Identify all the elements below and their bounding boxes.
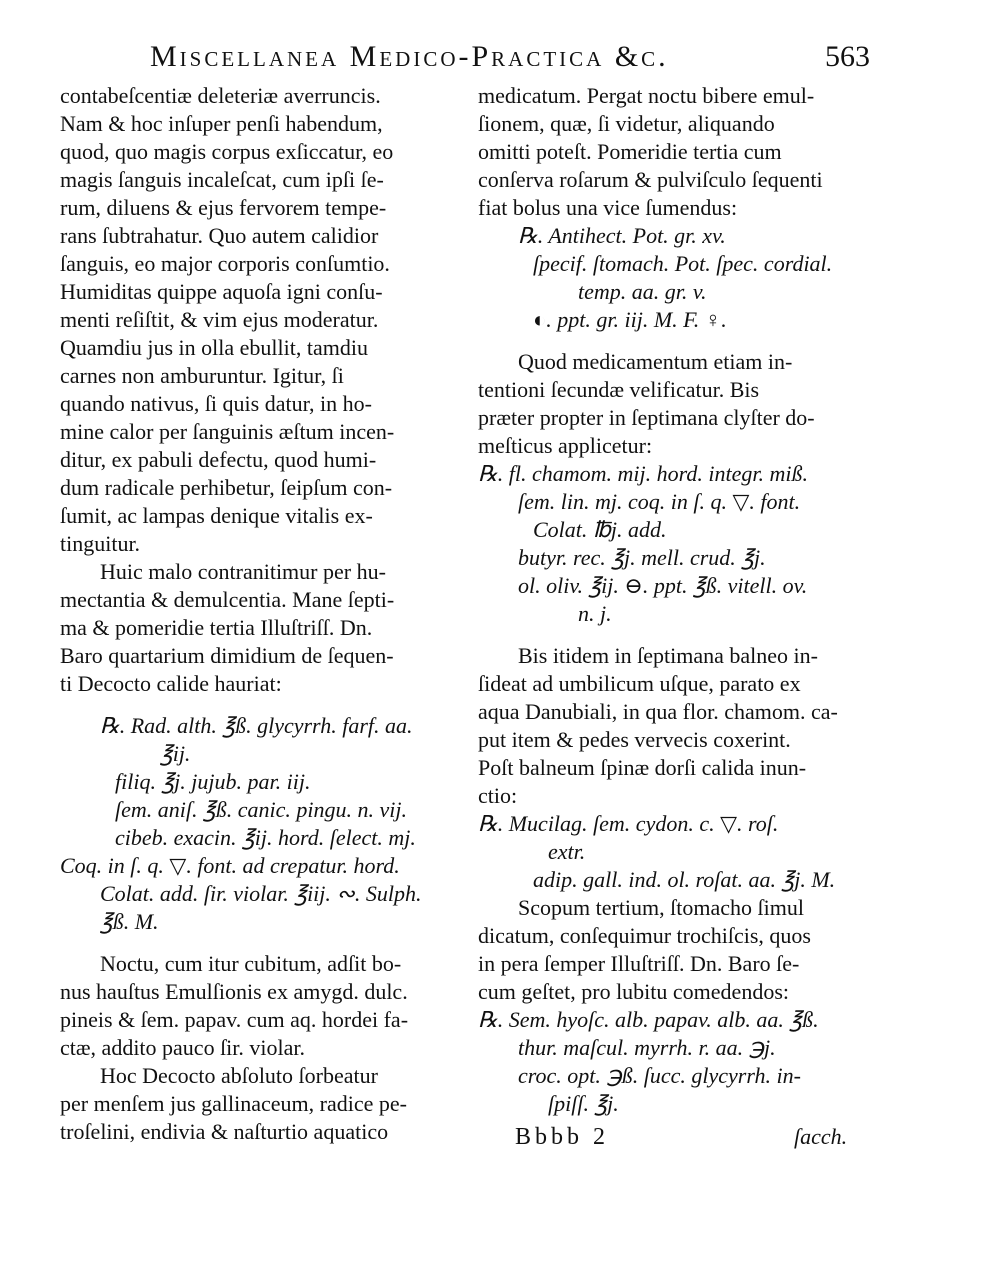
text-line: ol. oliv. ℥ij. ⊖. ppt. ℥ß. vitell. ov. (518, 573, 808, 598)
text-line: temp. aa. gr. v. (578, 279, 707, 304)
text-line: per menſem jus gallinaceum, radice pe- (60, 1091, 407, 1116)
text-line: menti reſiſtit, & vim ejus moderatur. (60, 307, 379, 332)
text-line: Colat. add. ſir. violar. ℥iij. ∾. Sulph. (100, 881, 422, 906)
text-line: Quod medicamentum etiam in- (518, 349, 793, 374)
text-line: Baro quartarium dimidium de ſequen- (60, 643, 394, 668)
text-line: Scopum tertium, ſtomacho ſimul (518, 895, 804, 920)
text-line: ℥ij. (160, 741, 191, 766)
text-line: cum geſtet, pro lubitu comedendos: (478, 979, 789, 1004)
running-title: Miscellanea Medico-Practica &c. (150, 40, 669, 73)
text-line: conſerva roſarum & pulviſculo ſequenti (478, 167, 823, 192)
text-line: Poſt balneum ſpinæ dorſi calida inun- (478, 755, 807, 780)
text-line: dum radicale perhibetur, ſeipſum con- (60, 475, 393, 500)
text-line: ℞. Antihect. Pot. gr. xv. (518, 223, 726, 248)
text-line: ditur, ex pabuli defectu, quod humi- (60, 447, 377, 472)
text-line: nus hauſtus Emulſionis ex amygd. dulc. (60, 979, 408, 1004)
text-line: præter propter in ſeptimana clyſter do- (478, 405, 815, 430)
page-number: 563 (825, 40, 870, 73)
text-line: thur. maſcul. myrrh. r. aa. ℈j. (518, 1035, 776, 1060)
text-line: mine calor per ſanguinis æſtum incen- (60, 419, 395, 444)
text-line: cibeb. exacin. ℥ij. hord. ſelect. mj. (115, 825, 416, 850)
text-line: Colat. ℔j. add. (533, 517, 667, 542)
text-line: contabeſcentiæ deleteriæ averruncis. (60, 83, 381, 108)
left-column (60, 82, 465, 1146)
text-line: troſelini, endivia & naſturtio aquatico (60, 1119, 389, 1144)
text-line: ſanguis, eo major corporis conſumtio. (60, 251, 390, 276)
text-line: Bis itidem in ſeptimana balneo in- (518, 643, 818, 668)
text-line: ℞. Mucilag. ſem. cydon. c. ▽. roſ. (478, 811, 779, 836)
signature-mark: Bbbb 2 (515, 1124, 610, 1150)
text-line: rum, diluens & ejus fervorem tempe- (60, 195, 387, 220)
text-line: filiq. ℥j. jujub. par. iij. (115, 769, 311, 794)
text-line: omitti poteſt. Pomeridie tertia cum (478, 139, 782, 164)
text-line: ti Decocto calide hauriat: (60, 671, 282, 696)
running-header (150, 40, 870, 80)
paragraph-gap (60, 698, 465, 712)
text-line: put item & pedes vervecis coxerint. (478, 727, 791, 752)
paragraph-gap (60, 936, 465, 950)
text-line: ſumit, ac lampas denique vitalis ex- (60, 503, 373, 528)
text-line: n. j. (578, 601, 612, 626)
text-line: quod, quo magis corpus exſiccatur, eo (60, 139, 394, 164)
text-line: pineis & ſem. papav. cum aq. hordei fa- (60, 1007, 409, 1032)
text-line: ſem. aniſ. ℥ß. canic. pingu. n. vij. (115, 797, 407, 822)
text-line: ctio: (478, 783, 518, 808)
text-line: meſticus applicetur: (478, 433, 653, 458)
text-line: ◐. ppt. gr. iij. M. F. ♀. (533, 307, 727, 332)
text-line: adip. gall. ind. ol. roſat. aa. ℥j. M. (533, 867, 836, 892)
text-line: ſionem, quæ, ſi videtur, aliquando (478, 111, 775, 136)
text-line: dicatum, conſequimur trochiſcis, quos (478, 923, 811, 948)
text-line: ma & pomeridie tertia Illuſtriſſ. Dn. (60, 615, 373, 640)
text-line: rans ſubtrahatur. Quo autem calidior (60, 223, 379, 248)
text-line: mectantia & demulcentia. Mane ſepti- (60, 587, 395, 612)
text-line: ℞. Sem. hyoſc. alb. papav. alb. aa. ℥ß. (478, 1007, 819, 1032)
text-line: ℞. fl. chamom. mij. hord. integr. miß. (478, 461, 808, 486)
text-line: butyr. rec. ℥j. mell. crud. ℥j. (518, 545, 766, 570)
paragraph-gap (478, 628, 863, 642)
text-line: Coq. in ſ. q. ▽. font. ad crepatur. hord. (60, 853, 400, 878)
right-column (478, 82, 863, 1118)
paragraph-gap (478, 334, 863, 348)
text-line: ℥ß. M. (100, 909, 159, 934)
text-line: ſpiſſ. ℥j. (548, 1091, 619, 1116)
text-line: ſpecif. ſtomach. Pot. ſpec. cordial. (533, 251, 833, 276)
text-line: extr. (548, 839, 586, 864)
text-line: Huic malo contranitimur per hu- (100, 559, 386, 584)
text-line: ctæ, addito pauco ſir. violar. (60, 1035, 306, 1060)
text-line: quando nativus, ſi quis datur, in ho- (60, 391, 372, 416)
text-line: tinguitur. (60, 531, 141, 556)
text-line: ſideat ad umbilicum uſque, parato ex (478, 671, 801, 696)
text-line: fiat bolus una vice ſumendus: (478, 195, 738, 220)
text-line: carnes non amburuntur. Igitur, ſi (60, 363, 344, 388)
text-line: aqua Danubiali, in qua flor. chamom. ca- (478, 699, 838, 724)
text-line: ℞. Rad. alth. ℥ß. glycyrrh. farf. aa. (100, 713, 413, 738)
text-line: in pera ſemper Illuſtriſſ. Dn. Baro ſe- (478, 951, 800, 976)
text-line: tentioni ſecundæ velificatur. Bis (478, 377, 760, 402)
text-line: ſem. lin. mj. coq. in ſ. q. ▽. font. (518, 489, 801, 514)
text-line: Nam & hoc inſuper penſi habendum, (60, 111, 383, 136)
text-line: medicatum. Pergat noctu bibere emul- (478, 83, 815, 108)
text-line: magis ſanguis incaleſcat, cum ipſi ſe- (60, 167, 384, 192)
text-line: Humiditas quippe aquoſa igni conſu- (60, 279, 383, 304)
catchword: ſacch. (794, 1124, 848, 1149)
text-line: Noctu, cum itur cubitum, adſit bo- (100, 951, 402, 976)
text-line: Hoc Decocto abſoluto ſorbeatur (100, 1063, 378, 1088)
text-line: Quamdiu jus in olla ebullit, tamdiu (60, 335, 368, 360)
text-line: croc. opt. ℈ß. ſucc. glycyrrh. in- (518, 1063, 801, 1088)
